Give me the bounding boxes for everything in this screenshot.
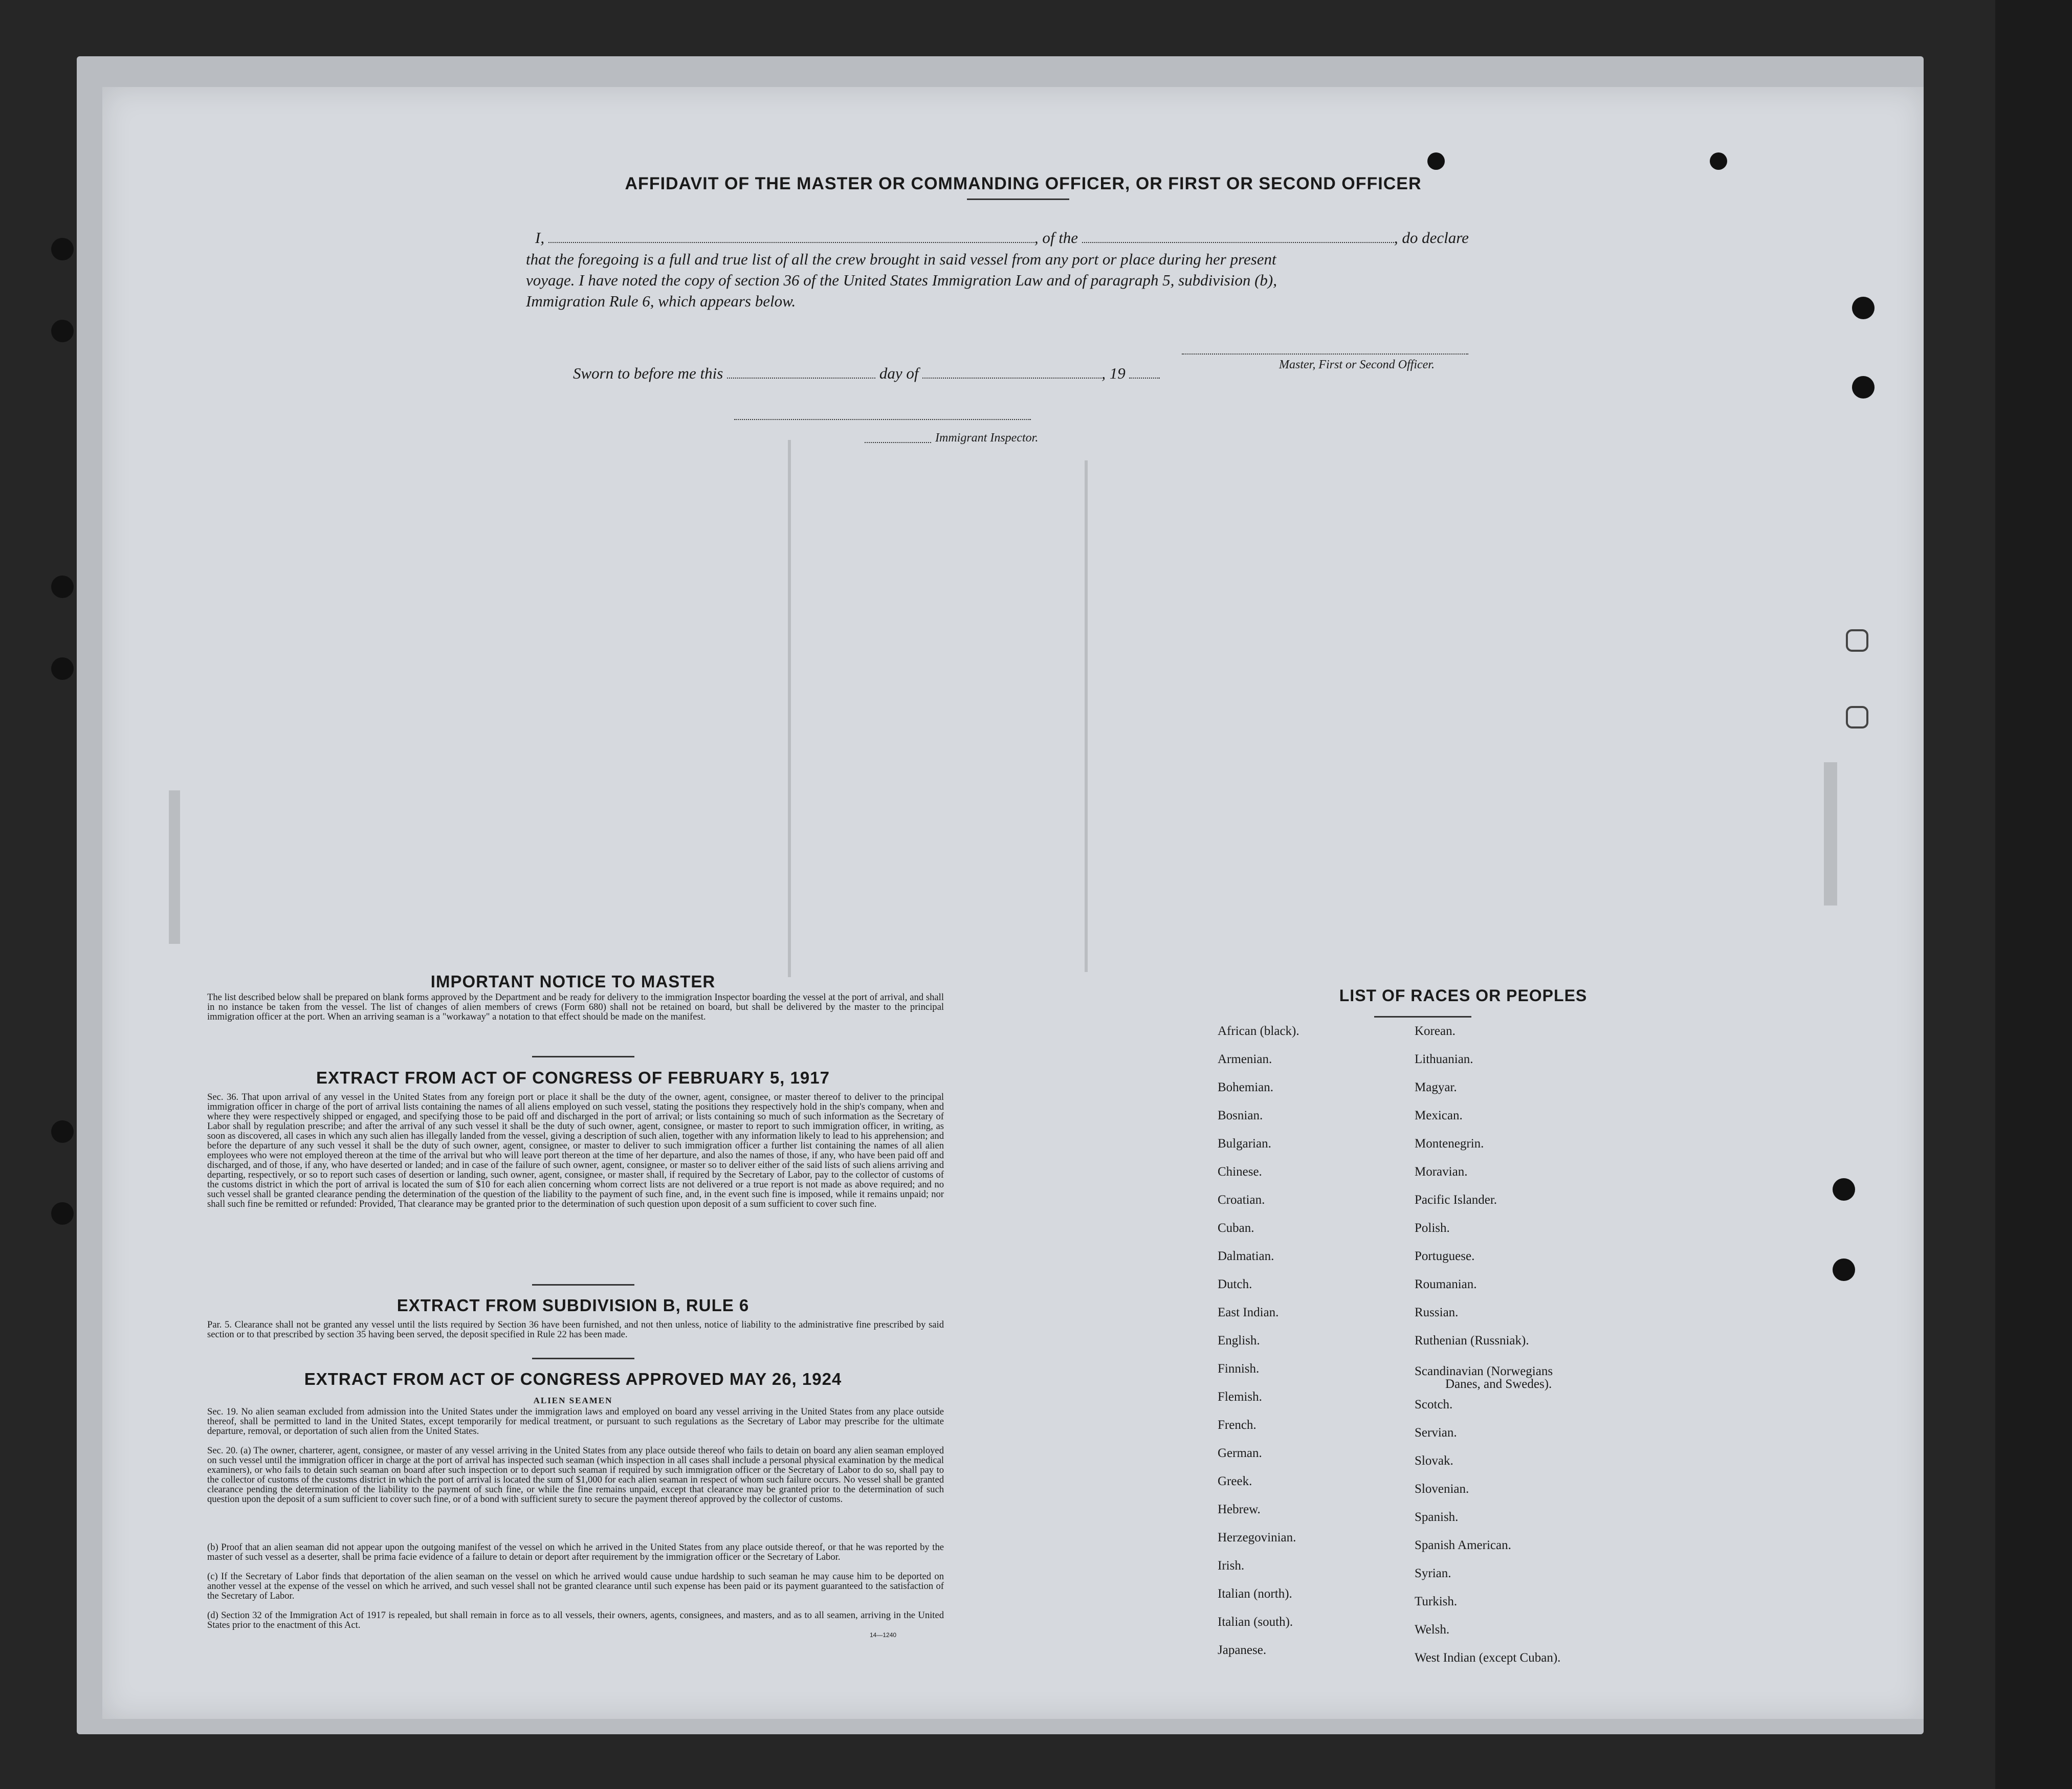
extract-1924-sec-20a: Sec. 20. (a) The owner, charterer, agent, consignee, or master of any vessel arriving in the United States from any place outside thereof who fails to detain on board any alien seaman employed on such vessel until the immigration officer in charge at the port of arrival has inspected such seaman (which inspection in all cases shall include a personal physical examination by the medical examiners), or who fails to detain such seaman on board after such inspection or to deport such seaman if required by such immigration officer or the Secretary of Labor to do so, shall pay to the collector of customs of the customs district in which the port of arrival is located the sum of $1,000 for each alien seaman in respect of whom such failure occurs. No vessel shall be granted clearance pending the determination of the liability to the payment of such fine, or while the fine remains unpaid, except that clearance may be granted prior to the determination of such question upon the deposit of a sum sufficient to cover such fine, or of a bond with sufficient surety to secure the payment thereof approved by the collector of customs. <box>207 1445 944 1505</box>
bleed-mark-left <box>169 790 180 944</box>
race-item: Chinese. <box>1218 1165 1262 1179</box>
binder-hole-right-3 <box>1846 629 1868 652</box>
race-item: Korean. <box>1415 1024 1456 1038</box>
race-item: Scandinavian (Norwegians <box>1415 1364 1553 1378</box>
binder-hole-right-1 <box>1852 297 1875 319</box>
affidavit-of-the: , of the <box>1034 229 1078 247</box>
extract-divider-2 <box>532 1358 634 1359</box>
year-text: , 19 <box>1101 364 1126 382</box>
name-blank <box>548 229 1034 243</box>
race-item: Spanish. <box>1415 1510 1459 1524</box>
sworn-month-blank <box>922 364 1101 379</box>
race-item: Bulgarian. <box>1218 1137 1271 1151</box>
race-item: Ruthenian (Russniak). <box>1415 1334 1529 1348</box>
affidavit-line-3: voyage. I have noted the copy of section 36 of the United States Immigration Law and of paragraph 5, subdivision (b), <box>526 271 1277 289</box>
race-item: Russian. <box>1415 1306 1459 1319</box>
scan-dark-edge <box>1995 0 2072 1789</box>
race-item: Slovak. <box>1415 1454 1453 1468</box>
race-item: Welsh. <box>1415 1623 1450 1637</box>
extract-divider-1 <box>532 1284 634 1286</box>
sworn-day-blank <box>727 364 875 379</box>
race-item: Herzegovinian. <box>1218 1531 1296 1544</box>
race-item: Mexican. <box>1415 1109 1463 1122</box>
binder-hole-left-6 <box>51 1202 74 1225</box>
race-item: Servian. <box>1415 1426 1457 1440</box>
bleed-column-line <box>1085 460 1088 972</box>
extract-1924-sec-19: Sec. 19. No alien seaman excluded from admission into the United States under the immigration laws and employed on board any vessel arriving in the United States from any place outside thereof, shall be permitted to land in the United States, except temporarily for medical treatment, or pursuant to such regulations as the Secretary of Labor may prescribe for the ultimate departure, removal, or deportation of such alien from the United States. <box>207 1406 944 1437</box>
race-item: Irish. <box>1218 1559 1245 1573</box>
race-item: Italian (north). <box>1218 1587 1292 1601</box>
race-item: Pacific Islander. <box>1415 1193 1497 1207</box>
races-title: LIST OF RACES OR PEOPLES <box>1339 986 1588 1005</box>
affidavit-title: AFFIDAVIT OF THE MASTER OR COMMANDING OFFICER, OR FIRST OR SECOND OFFICER <box>625 174 1422 193</box>
extract-1924-sec-20d: (d) Section 32 of the Immigration Act of 1917 is repealed, but shall remain in force as to all vessels, their owners, agents, consignees, and masters, and as to all seamen, arriving in the United States prior to the enactment of this Act. <box>207 1610 944 1630</box>
rule-6-text: Par. 5. Clearance shall not be granted any vessel until the lists required by Section 36 have been furnished, and not then unless, notice of liability to the administrative fine prescribed by said section or to that prescribed by section 35 having been served, the deposit specified in Rule 22 has been made. <box>207 1319 944 1340</box>
affidavit-declare: , do declare <box>1394 229 1469 247</box>
extract-1924-sec-20b: (b) Proof that an alien seaman did not appear upon the outgoing manifest of the vessel on which he arrived in the United States from any place outside thereof, or that he was reported by the master of such vessel as a deserter, shall be prima facie evidence of a failure to detain or deport after requirement by the immigration officer or the Secretary of Labor. <box>207 1542 944 1562</box>
title-divider <box>967 198 1069 200</box>
alien-seamen-heading: ALIEN SEAMEN <box>533 1396 613 1405</box>
race-item: German. <box>1218 1446 1262 1460</box>
race-item: Armenian. <box>1218 1052 1272 1066</box>
binder-hole-left-1 <box>51 238 74 260</box>
race-item: Montenegrin. <box>1415 1137 1484 1151</box>
sworn-text: Sworn to before me this <box>573 364 723 382</box>
race-item: Magyar. <box>1415 1080 1457 1094</box>
race-item: Polish. <box>1415 1221 1450 1235</box>
master-label: Master, First or Second Officer. <box>1279 358 1435 371</box>
race-item: Croatian. <box>1218 1193 1265 1207</box>
binder-hole-top-2 <box>1710 152 1727 170</box>
race-item: Flemish. <box>1218 1390 1262 1404</box>
affidavit-line-2: that the foregoing is a full and true list of all the crew brought in said vessel from any port or place during her present <box>526 250 1276 268</box>
race-item: Dutch. <box>1218 1277 1252 1291</box>
sworn-line <box>573 364 1160 383</box>
binder-hole-right-5 <box>1833 1178 1855 1201</box>
binder-hole-left-3 <box>51 576 74 598</box>
race-item: Lithuanian. <box>1415 1052 1473 1066</box>
race-item: Scotch. <box>1415 1398 1453 1411</box>
race-item: French. <box>1218 1418 1257 1432</box>
binder-hole-right-2 <box>1852 376 1875 399</box>
extract-1924-title: EXTRACT FROM ACT OF CONGRESS APPROVED MAY 26, 1924 <box>304 1370 842 1388</box>
rule-6-title: EXTRACT FROM SUBDIVISION B, RULE 6 <box>396 1296 750 1315</box>
extract-1917-title: EXTRACT FROM ACT OF CONGRESS OF FEBRUARY 5, 1917 <box>316 1068 830 1087</box>
race-item: Bohemian. <box>1218 1080 1274 1094</box>
race-item: Syrian. <box>1415 1566 1451 1580</box>
inspector-signature-blank <box>734 406 1031 420</box>
race-item: Portuguese. <box>1415 1249 1475 1263</box>
notice-divider <box>532 1056 634 1057</box>
form-number: 14—1240 <box>870 1631 897 1639</box>
race-item: Roumanian. <box>1415 1277 1477 1291</box>
binder-hole-top-1 <box>1427 152 1445 170</box>
race-item: Cuban. <box>1218 1221 1254 1235</box>
day-of-text: day of <box>879 364 919 382</box>
affidavit-line-4: Immigration Rule 6, which appears below. <box>526 292 796 310</box>
race-item: West Indian (except Cuban). <box>1415 1651 1561 1665</box>
extract-1917-text: Sec. 36. That upon arrival of any vessel in the United States from any foreign port or place it shall be the duty of the owner, agent, consignee, or master thereof to deliver to the principal immigration officer in charge of the port of arrival lists containing the names of all aliens employed on such vessel, stating the positions they respectively hold in the ship's company, when and where they were respectively shipped or engaged, and specifying those to be paid off and discharged in the port of arrival; or lists containing so much of such information as the Secretary of Labor shall by regulation prescribe; and after the arrival of any such vessel it shall be the duty of such owner, agent, consignee, or master to report to such immigration officer, in writing, as soon as discovered, all cases in which any such alien has illegally landed from the vessel, giving a description of such alien, together with any information likely to lead to his apprehension; and before the departure of any such vessel it shall be the duty of such owner, agent, consignee, or master to deliver to such immigration officer a further list containing the names of all alien employees who were not employed thereon at the time of the arrival but who will leave port thereon at the time of her departure, and also the names of those, if any, who have been paid off and discharged, and of those, if any, who have deserted or landed; and in case of the failure of such owner, agent, consignee, or master so to deliver either of the said lists of such aliens arriving and departing, respectively, or so to report such cases of desertion or landing, such owner, agent, consignee, or master shall, if required by the Secretary of Labor, pay to the collector of customs of the customs district in which the port of arrival is located the sum of $10 for each alien concerning whom correct lists are not delivered or a true report is not made as above required; and no such vessel shall be granted clearance pending the determination of the question of the liability to the payment of such fine, and, in the event such fine is imposed, while it remains unpaid; nor shall such fine be remitted or refunded: Provided, That clearance may be granted prior to the determination of such question upon deposit of a sum sufficient to cover such fine. <box>207 1092 944 1209</box>
binder-hole-left-4 <box>51 657 74 680</box>
binder-hole-left-2 <box>51 320 74 342</box>
race-item: Japanese. <box>1218 1643 1267 1657</box>
race-item: Moravian. <box>1415 1165 1468 1179</box>
affidavit-line-1 <box>535 229 1469 247</box>
binder-hole-left-5 <box>51 1120 74 1143</box>
master-signature-blank <box>1182 340 1468 355</box>
race-item: Danes, and Swedes). <box>1445 1377 1552 1391</box>
notice-title: IMPORTANT NOTICE TO MASTER <box>430 972 716 991</box>
extract-1924-sec-20c: (c) If the Secretary of Labor finds that deportation of the alien seaman on the vessel on which he arrived would cause undue hardship to such seaman he may cause him to be deported on another vessel at the expense of the vessel on which he arrived, and such vessel shall not be granted clearance until such expense has been paid or its payment guaranteed to the satisfaction of the Secretary of Labor. <box>207 1571 944 1601</box>
inspector-label: Immigrant Inspector. <box>935 431 1039 445</box>
race-item: Hebrew. <box>1218 1503 1261 1516</box>
race-item: Slovenian. <box>1415 1482 1469 1496</box>
race-item: Turkish. <box>1415 1595 1458 1608</box>
race-item: Greek. <box>1218 1474 1252 1488</box>
affidavit-i: I, <box>535 229 545 247</box>
race-item: Italian (south). <box>1218 1615 1293 1629</box>
vessel-blank <box>1082 229 1394 243</box>
race-item: East Indian. <box>1218 1306 1279 1319</box>
bleed-column-line-2 <box>788 440 791 977</box>
race-item: Finnish. <box>1218 1362 1260 1376</box>
bleed-mark-right <box>1824 762 1837 905</box>
inspector-lead-blank <box>865 429 931 443</box>
binder-hole-right-4 <box>1846 706 1868 728</box>
race-item: English. <box>1218 1334 1260 1348</box>
race-item: Dalmatian. <box>1218 1249 1274 1263</box>
race-item: Spanish American. <box>1415 1538 1511 1552</box>
notice-text: The list described below shall be prepared on blank forms approved by the Department and be ready for delivery to the immigration Inspector boarding the vessel at the port of arrival, and shall in no instance be taken from the vessel. The list of changes of alien members of crews (Form 680) shall not be retained on board, but shall be delivered by the master to the principal immigration officer at the port. When an arriving seaman is a "workaway" a notation to that effect should be made on the manifest. <box>207 992 944 1022</box>
race-item: Bosnian. <box>1218 1109 1263 1122</box>
race-item: African (black). <box>1218 1024 1299 1038</box>
races-divider <box>1374 1016 1471 1018</box>
binder-hole-right-6 <box>1833 1258 1855 1281</box>
sworn-year-blank <box>1129 364 1160 379</box>
